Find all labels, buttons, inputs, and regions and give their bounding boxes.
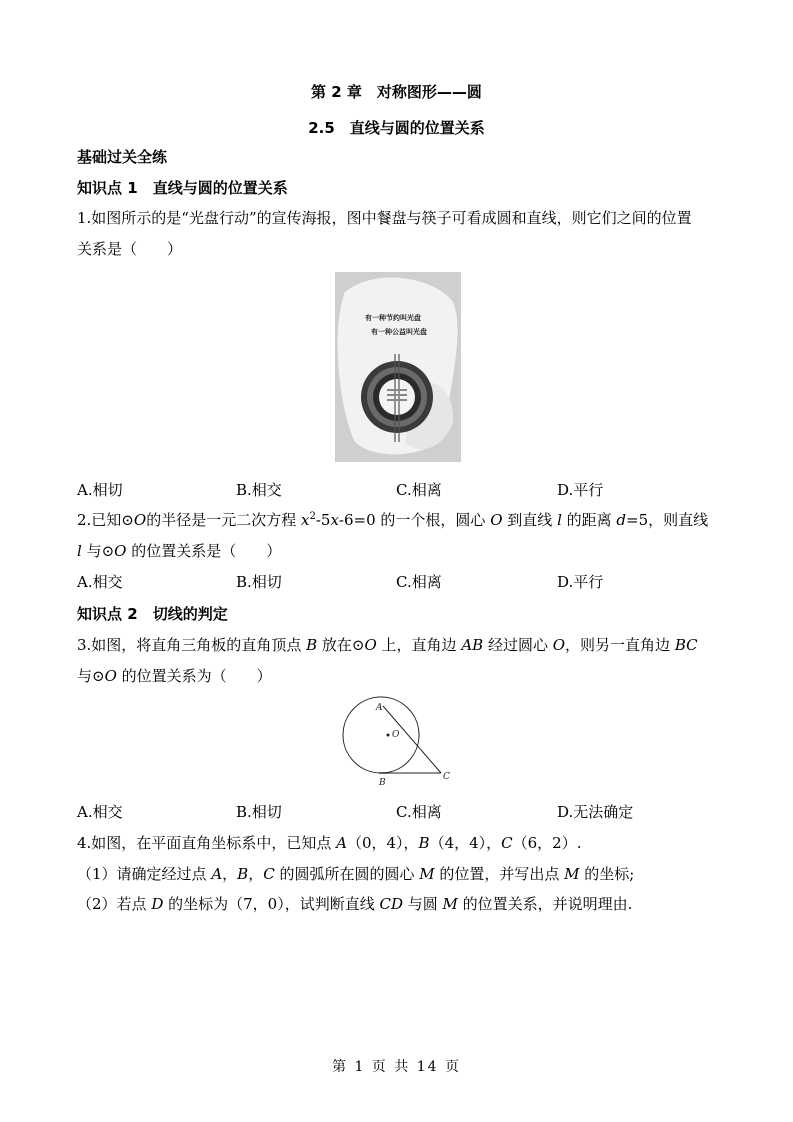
q4-var-b: B bbox=[418, 834, 430, 852]
q3-var-o3: O bbox=[104, 667, 117, 685]
q2-var-o3: O bbox=[114, 542, 127, 560]
fig-label-a: A bbox=[376, 703, 383, 713]
q3-text-4: 经过圆心 bbox=[483, 636, 553, 654]
q3-text-6: 与⊙ bbox=[77, 667, 105, 685]
knowledge-point-2 bbox=[77, 603, 228, 624]
q3-var-b: B bbox=[306, 636, 318, 654]
q2-var-o: O bbox=[133, 511, 147, 529]
q1-option-b[interactable]: B.相交 bbox=[236, 481, 282, 499]
q4-s2-var-m: M bbox=[442, 895, 458, 913]
q2-line1 bbox=[77, 509, 708, 530]
q2-text-1: 2.已知⊙ bbox=[77, 511, 134, 529]
q4-s1-var-a: A bbox=[211, 865, 223, 883]
q2-text-6: =5，则直线 bbox=[626, 511, 709, 529]
kp2-label: 知识点 2 bbox=[77, 605, 138, 623]
q3-option-a[interactable]: A.相交 bbox=[77, 803, 123, 821]
circle-tangent-figure bbox=[336, 696, 456, 788]
q2-eq-x2: x bbox=[330, 511, 339, 529]
q2-option-a[interactable]: A.相交 bbox=[77, 573, 123, 591]
kp2-title: 切线的判定 bbox=[152, 605, 228, 623]
q4-s2-text-4: 的位置关系，并说明理由. bbox=[457, 895, 633, 913]
q4-s2-text-2: 的坐标为（7，0），试判断直线 bbox=[163, 895, 380, 913]
q4-s1-text-2: 的圆弧所在圆的圆心 bbox=[274, 865, 420, 883]
q2-line2 bbox=[77, 540, 281, 561]
q3-option-c[interactable]: C.相离 bbox=[396, 803, 442, 821]
page-footer: 第 1 页 共 14 页 bbox=[332, 1059, 461, 1075]
q2-eq-sup: 2 bbox=[309, 511, 316, 522]
q2-option-d[interactable]: D.平行 bbox=[557, 573, 604, 591]
q1-line2: 关系是（ ） bbox=[77, 240, 183, 258]
q2-var-l2: l bbox=[77, 542, 82, 560]
q2-option-c[interactable]: C.相离 bbox=[396, 573, 442, 591]
q4-s2-var-d: D bbox=[151, 895, 164, 913]
q3-var-o: O bbox=[364, 636, 377, 654]
q3-option-d[interactable]: D.无法确定 bbox=[557, 803, 634, 821]
q4-text-1: 4.如图，在平面直角坐标系中，已知点 bbox=[77, 834, 337, 852]
chapter-title: 第 2 章 对称图形——圆 bbox=[311, 83, 482, 101]
q4-sub1 bbox=[77, 863, 634, 884]
q4-s1-text-3: 的位置，并写出点 bbox=[434, 865, 565, 883]
fig-label-c: C bbox=[443, 772, 450, 782]
q4-s1-var-m: M bbox=[419, 865, 435, 883]
q3-line2 bbox=[77, 665, 272, 686]
part-title: 基础过关全练 bbox=[77, 148, 168, 166]
poster-slogan-2: 有一种公益叫光盘 bbox=[371, 328, 427, 336]
q4-text-b: （4，4）， bbox=[429, 834, 502, 852]
q4-line1 bbox=[77, 832, 582, 853]
q4-s1-var-c: C bbox=[263, 865, 275, 883]
q1-line1: 1.如图所示的是“光盘行动”的宣传海报，图中餐盘与筷子可看成圆和直线，则它们之间的位置 bbox=[77, 209, 692, 227]
q4-s1-text-4: 的坐标; bbox=[579, 865, 635, 883]
q4-s2-text-3: 与圆 bbox=[402, 895, 443, 913]
q2-var-d: d bbox=[616, 511, 627, 529]
q3-var-ab: AB bbox=[461, 636, 484, 654]
poster-figure bbox=[335, 272, 461, 462]
q4-s1-var-m2: M bbox=[564, 865, 580, 883]
kp1-title: 直线与圆的位置关系 bbox=[152, 179, 288, 197]
q2-text-5: 的距离 bbox=[561, 511, 617, 529]
q3-text-1: 3.如图，将直角三角板的直角顶点 bbox=[77, 636, 307, 654]
knowledge-point-1 bbox=[77, 177, 288, 198]
q3-option-b[interactable]: B.相切 bbox=[236, 803, 282, 821]
q4-sub2 bbox=[77, 893, 632, 914]
q3-text-3: 上，直角边 bbox=[376, 636, 462, 654]
q3-text-5: ，则另一直角边 bbox=[565, 636, 675, 654]
q1-option-d[interactable]: D.平行 bbox=[557, 481, 604, 499]
q4-s1-var-b: B bbox=[237, 865, 249, 883]
q3-var-bc: BC bbox=[674, 636, 698, 654]
q1-option-a[interactable]: A.相切 bbox=[77, 481, 123, 499]
q4-text-a: （0，4）， bbox=[346, 834, 419, 852]
q2-var-o2: O bbox=[490, 511, 503, 529]
q4-var-a: A bbox=[336, 834, 347, 852]
q2-eq-x: x bbox=[300, 511, 310, 529]
q3-text-7: 的位置关系为（ ） bbox=[116, 667, 272, 685]
q4-s1-comma-2: ， bbox=[248, 865, 264, 883]
q2-option-b[interactable]: B.相切 bbox=[236, 573, 282, 591]
q3-text-2: 放在⊙ bbox=[317, 636, 365, 654]
section-title: 2.5 直线与圆的位置关系 bbox=[308, 119, 485, 137]
fig-label-b: B bbox=[379, 778, 386, 788]
q1-option-c[interactable]: C.相离 bbox=[396, 481, 442, 499]
q3-line1 bbox=[77, 634, 698, 655]
q4-s2-var-cd: CD bbox=[379, 895, 403, 913]
q2-text-7: 与⊙ bbox=[81, 542, 115, 560]
q2-text-8: 的位置关系是（ ） bbox=[126, 542, 282, 560]
q4-s1-comma-1: ， bbox=[222, 865, 238, 883]
kp1-label: 知识点 1 bbox=[77, 179, 138, 197]
q4-s1-text-1: （1）请确定经过点 bbox=[77, 865, 212, 883]
q4-s2-text-1: （2）若点 bbox=[77, 895, 152, 913]
q2-eq-end: -6=0 bbox=[338, 511, 376, 529]
q3-var-o2: O bbox=[552, 636, 566, 654]
q2-var-l: l bbox=[557, 511, 562, 529]
q4-var-c: C bbox=[501, 834, 513, 852]
q2-text-4: 到直线 bbox=[502, 511, 558, 529]
q2-text-2: 的半径是一元二次方程 bbox=[146, 511, 301, 529]
q4-text-c: （6，2）. bbox=[512, 834, 582, 852]
poster-slogan-1: 有一种节约叫光盘 bbox=[365, 314, 421, 322]
q2-eq-mid: -5 bbox=[315, 511, 331, 529]
fig-label-o: O bbox=[392, 730, 400, 740]
q2-text-3: 的一个根，圆心 bbox=[375, 511, 491, 529]
